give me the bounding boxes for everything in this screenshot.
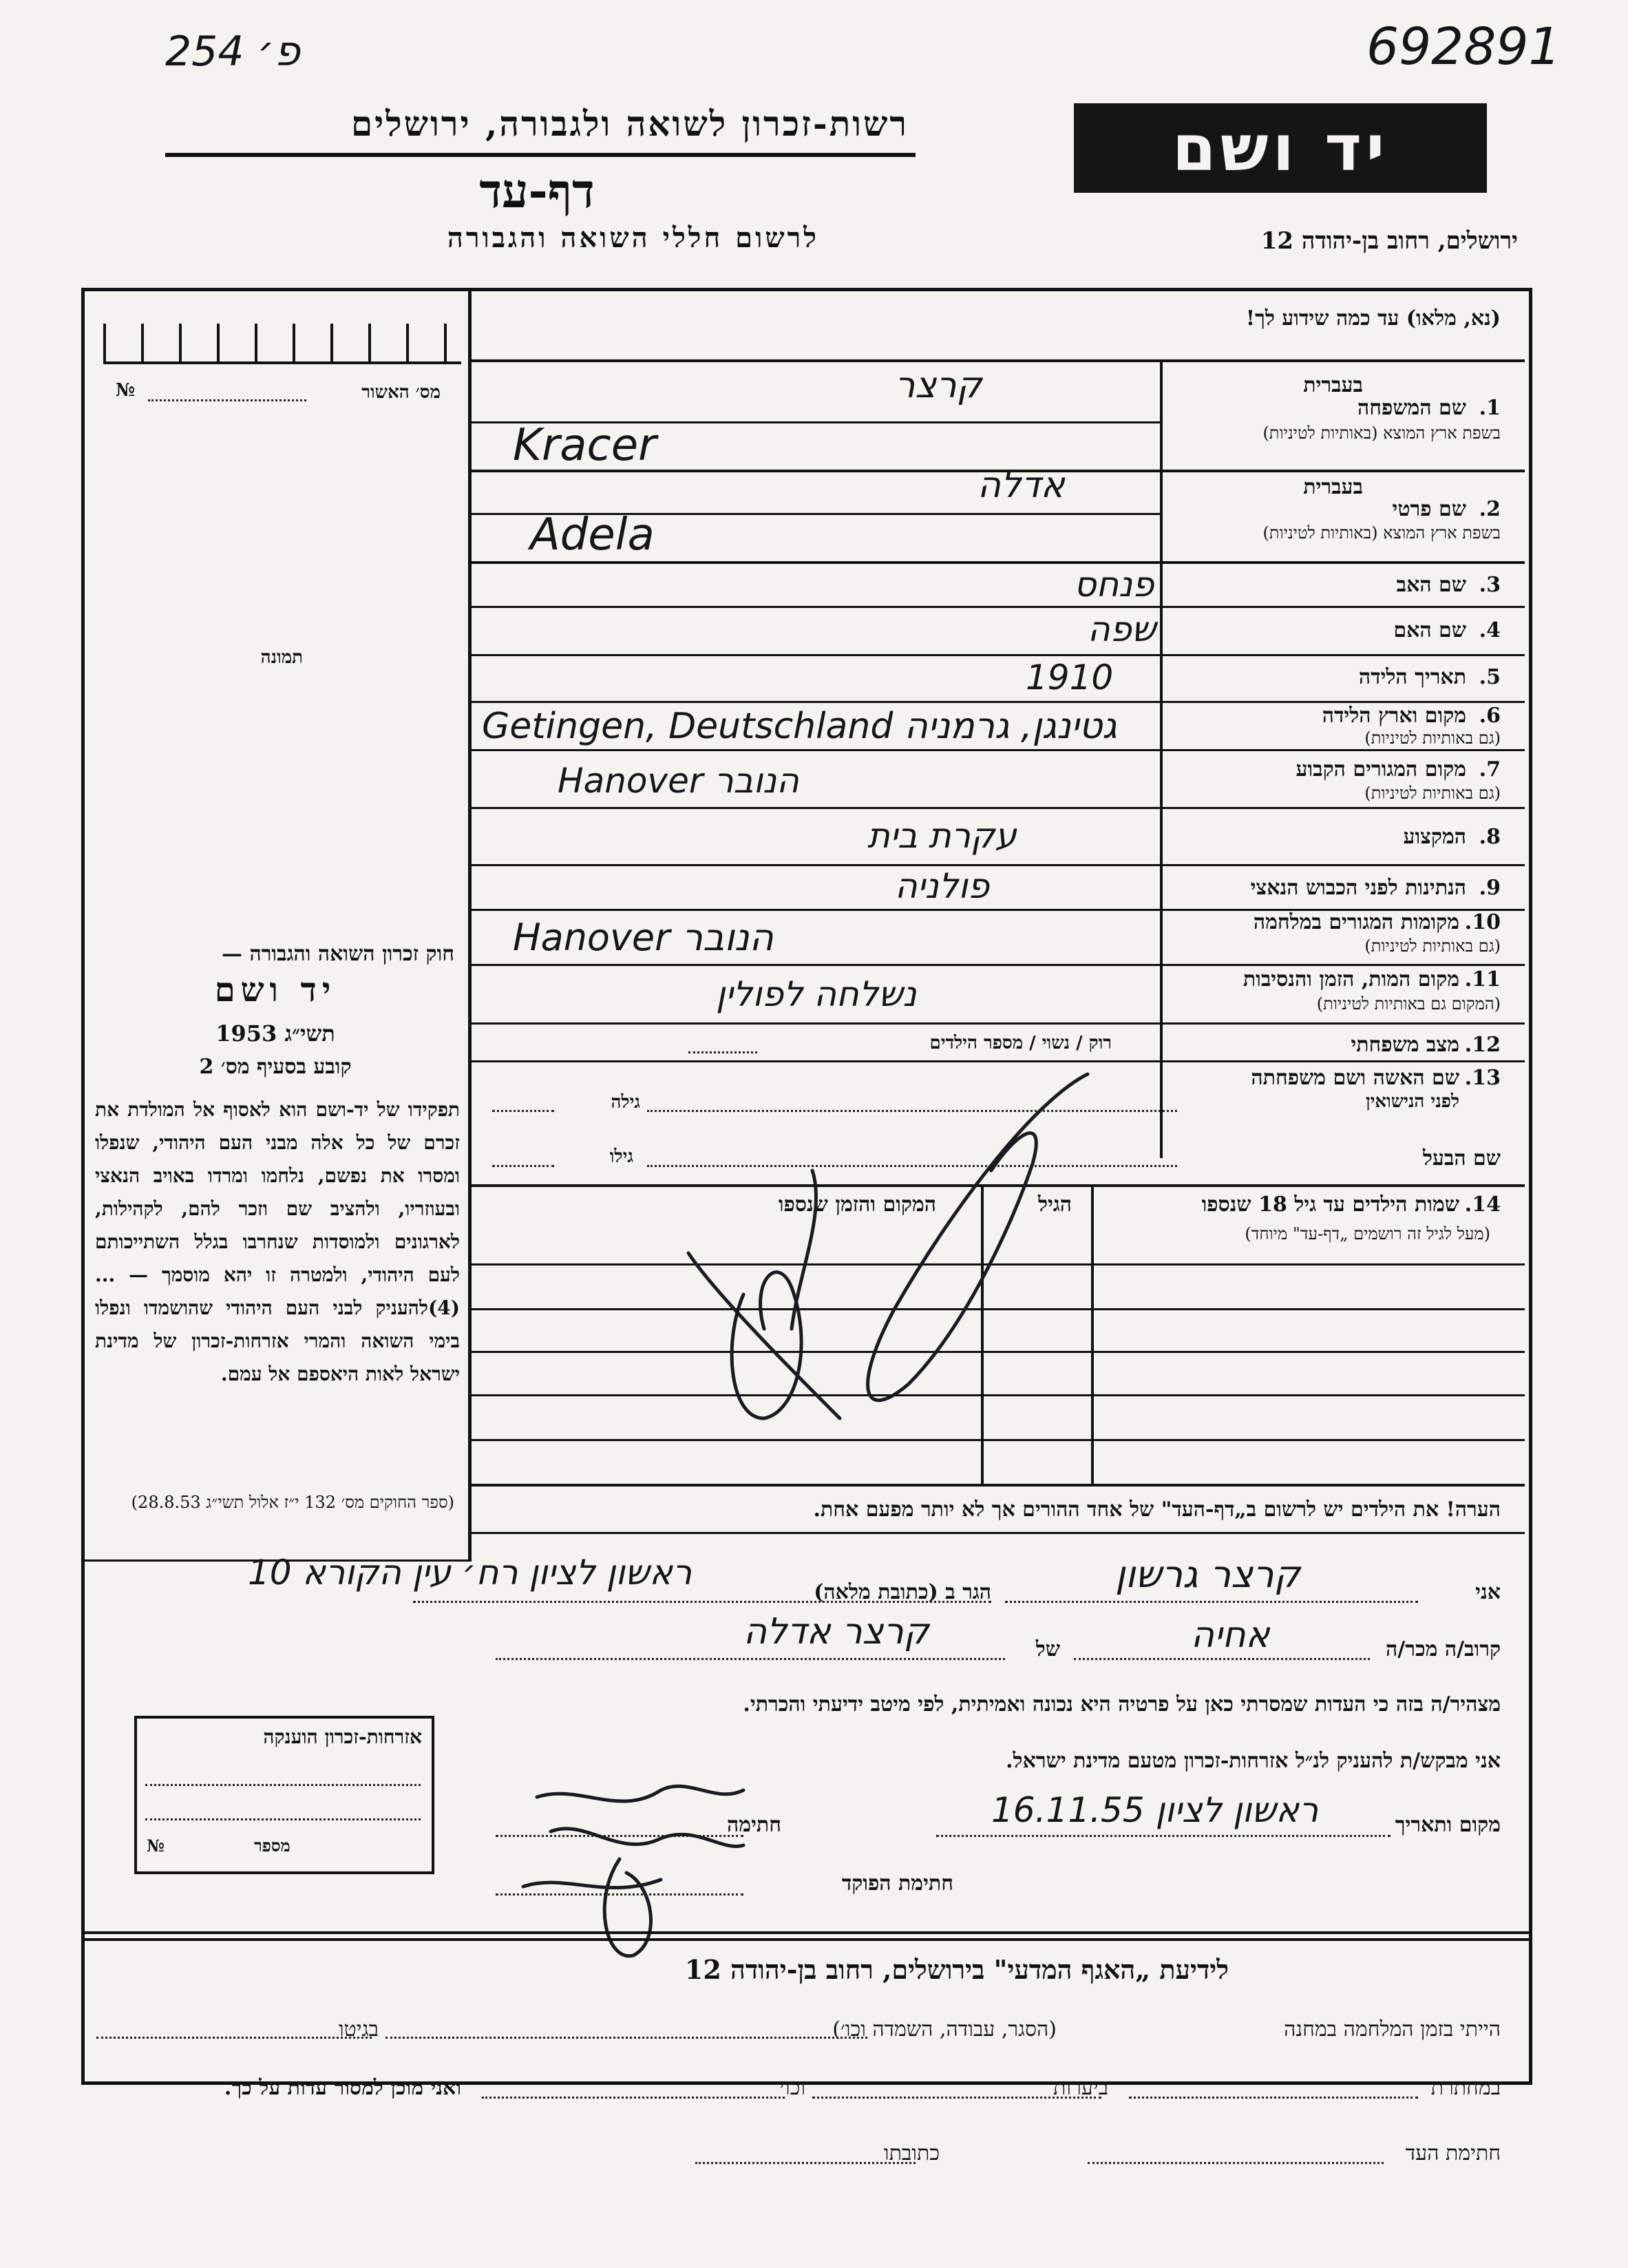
bottom-line3-address: כתובתו — [883, 2141, 940, 2165]
field-13-number: 13. — [1464, 1066, 1501, 1090]
form-subtitle: לרשום חללי השואה והגבורה — [447, 222, 819, 254]
box-line[interactable] — [145, 1818, 421, 1820]
bottom-double-rule-2 — [81, 1938, 1529, 1941]
field-1-hebrew-value[interactable]: קרצר — [895, 365, 982, 406]
bottom-line2-underground: במחתרת — [1430, 2076, 1501, 2100]
bottom-double-rule-1 — [81, 1931, 1529, 1934]
field-2-hebrew-tag: בעברית — [1303, 475, 1363, 499]
form-intro: (נא, מלאו) עד כמה שידוע לך! — [1245, 306, 1501, 330]
husband-age-line[interactable] — [492, 1165, 554, 1167]
decl-place-date-line[interactable] — [936, 1835, 1391, 1837]
row-rule — [472, 701, 1525, 703]
children-top-rule — [472, 1184, 1525, 1187]
field-3-value[interactable]: פנחס — [1074, 565, 1154, 605]
field-10-number: 10. — [1464, 910, 1501, 934]
children-bottom-rule — [472, 1484, 1525, 1487]
bottom-line2-forests: ביערות — [1053, 2076, 1108, 2100]
law-name: יד ושם — [214, 971, 337, 1009]
field-1-latin-value[interactable]: Kracer — [513, 420, 657, 471]
field-2-label: שם פרטי — [1392, 497, 1466, 521]
field-12-label: מצב משפחתי — [1351, 1033, 1459, 1057]
field-9-value[interactable]: פולניה — [895, 866, 990, 906]
field-4-label: שם האם — [1393, 618, 1466, 642]
header-address: ירושלים, רחוב בן-יהודה 12 — [1260, 227, 1518, 255]
field-14-number: 14. — [1464, 1193, 1501, 1217]
citizenship-box — [134, 1716, 434, 1874]
photo-label: תמונה — [260, 647, 303, 668]
field-7-label: מקום המגורים הקבוע — [1296, 757, 1466, 781]
field-12-line[interactable] — [688, 1051, 757, 1053]
cert-no-sign: № — [116, 380, 136, 401]
row-rule — [472, 864, 1525, 866]
field-8-number: 8. — [1479, 825, 1501, 849]
children-note: הערה! את הילדים יש לרשום ב„דף-העד" של אחד ההורים אך לא יותר מפעם אחת. — [813, 1498, 1501, 1522]
decl-residing-label: הגר ב (כתובת מלאה) — [814, 1580, 991, 1604]
decl-address-line[interactable] — [413, 1601, 991, 1603]
children-place-header: המקום והזמן שנספו — [778, 1193, 936, 1217]
children-age-header: הגיל — [1037, 1193, 1072, 1217]
law-source: (ספר החוקים מס׳ 132 י״ז אלול תשי״ג 28.8.53) — [131, 1493, 454, 1512]
field-11-number: 11. — [1464, 967, 1501, 991]
children-row-rule — [472, 1439, 1525, 1441]
bottom-line1-ghetto-fill[interactable] — [96, 2037, 372, 2039]
box-no-sign: № — [147, 1836, 165, 1856]
field-6-latin-note: (גם באותיות לטיניות) — [1364, 728, 1501, 748]
decl-signature-label: חתימה — [727, 1813, 781, 1837]
bottom-line1-ghetto: בגיטו — [338, 2017, 379, 2041]
field-13-sub: לפני הנישואין — [1365, 1091, 1459, 1112]
field-2-latin-note: בשפת ארץ המוצא (באותיות לטיניות) — [1262, 523, 1501, 543]
bottom-line1-camp-type: (הסגר, עבודה, השמדה וכו׳) — [832, 2017, 1057, 2041]
field-3-number: 3. — [1479, 573, 1501, 597]
bottom-line3-fill-a[interactable] — [1088, 2162, 1384, 2164]
bottom-line2-etc: וכו׳ — [780, 2076, 805, 2100]
field-1-number: 1. — [1479, 396, 1501, 420]
row-rule — [472, 606, 1525, 608]
field-3-label: שם האב — [1396, 573, 1466, 597]
husband-age-label: גילו — [609, 1146, 633, 1167]
corner-mark-right: 692891 — [1366, 17, 1561, 76]
children-row-rule — [472, 1394, 1525, 1396]
row-rule — [472, 654, 1525, 656]
husband-name-label: שם הבעל — [1422, 1146, 1501, 1170]
row-rule — [472, 1022, 1525, 1025]
bottom-line3-signature: חתימת העד — [1405, 2141, 1501, 2165]
field-1-hebrew-tag: בעברית — [1303, 373, 1363, 397]
official-signature-label: חתימת הפוקד — [841, 1871, 953, 1896]
cert-no-line[interactable] — [148, 399, 306, 401]
children-header-rule — [472, 1263, 1525, 1266]
field-5-number: 5. — [1479, 665, 1501, 689]
wife-name-line[interactable] — [647, 1110, 1177, 1112]
field-9-label: הנתינות לפני הכבוש הנאצי — [1250, 876, 1466, 900]
wife-age-line[interactable] — [492, 1110, 554, 1112]
decl-name-value[interactable]: קרצר גרשון — [1115, 1553, 1300, 1596]
field-7-value[interactable]: Hanover הנובר — [558, 761, 799, 801]
field-1-label: שם המשפחה — [1357, 396, 1466, 420]
field-12-number: 12. — [1464, 1033, 1501, 1057]
field-7-number: 7. — [1479, 757, 1501, 781]
note-rule — [472, 1532, 1525, 1534]
law-clause: קובע בסעיף מס׳ 2 — [199, 1055, 352, 1079]
header-rule — [165, 153, 916, 157]
decl-signature-line[interactable] — [496, 1835, 743, 1837]
field-7-latin-note: (גם באותיות לטיניות) — [1364, 784, 1501, 803]
authority-title: רשות-זכרון לשואה ולגבורה, ירושלים — [350, 103, 909, 144]
law-title: חוק זכרון השואה והגבורה — — [222, 942, 454, 966]
field-2-number: 2. — [1479, 497, 1501, 521]
row-rule — [472, 1060, 1525, 1062]
field-12-options: רוק / נשוי / מספר הילדים — [929, 1033, 1112, 1053]
wife-age-label: גילה — [611, 1092, 640, 1113]
bottom-line3-fill-b[interactable] — [695, 2162, 916, 2164]
decl-of-line[interactable] — [496, 1658, 1005, 1660]
field-11-place-note: (המקום גם באותיות לטיניות) — [1316, 994, 1501, 1014]
decl-ani: אני — [1475, 1580, 1501, 1604]
corner-mark-left: פ׳ 254 — [165, 28, 301, 76]
box-number-label: מספר — [254, 1836, 290, 1856]
field-11-label: מקום המות, הזמן והנסיבות — [1243, 967, 1459, 991]
field-8-value[interactable]: עקרת בית — [867, 816, 1017, 856]
field-14-label: שמות הילדים עד גיל 18 שנספו — [1201, 1193, 1459, 1217]
field-8-label: המקצוע — [1403, 825, 1466, 849]
decl-place-date-label: מקום ותאריך — [1395, 1813, 1501, 1837]
field-4-number: 4. — [1479, 618, 1501, 642]
field-6-label: מקום וארץ הלידה — [1322, 704, 1466, 728]
field-1-latin-note: בשפת ארץ המוצא (באותיות לטיניות) — [1262, 423, 1501, 443]
decl-address-value[interactable]: ראשון לציון רח׳ עין הקורא 10 — [248, 1553, 693, 1593]
law-year: תשי״ג 1953 — [215, 1020, 335, 1047]
tick-strip — [103, 324, 461, 364]
field-11-value[interactable]: נשלחה לפולין — [716, 974, 917, 1014]
bottom-line2-fill-b[interactable] — [812, 2097, 1101, 2099]
row-rule — [472, 807, 1525, 809]
field-10-value[interactable]: Hanover הנובר — [513, 916, 774, 959]
field-5-value[interactable]: 1910 — [1026, 658, 1114, 697]
row-rule — [472, 964, 1525, 966]
decl-relation-value[interactable]: אחיה — [1191, 1615, 1270, 1656]
bottom-line2-fill-a[interactable] — [1129, 2097, 1418, 2099]
citizenship-box-title: אזרחות-זכרון הוענקה — [263, 1725, 422, 1748]
decl-of-label: של — [1035, 1637, 1060, 1661]
decl-request: אני מבקש/ת להעניק לנ״ל אזרחות-זכרון מטעם מדינת ישראל. — [1006, 1749, 1501, 1773]
decl-relation-line[interactable] — [1074, 1658, 1370, 1660]
field-9-number: 9. — [1479, 876, 1501, 900]
row-rule — [472, 561, 1525, 564]
decl-of-value[interactable]: קרצר אדלה — [743, 1611, 929, 1652]
official-signature-line[interactable] — [496, 1893, 743, 1896]
field-4-value[interactable]: שפה — [1088, 609, 1156, 649]
field-2-latin-value[interactable]: Adela — [530, 510, 655, 560]
field-2-hebrew-value[interactable]: אדלה — [977, 465, 1065, 506]
box-line[interactable] — [145, 1784, 421, 1786]
left-column-divider — [468, 288, 472, 1562]
field-14-note: (מעל לגיל זה רושמים „דף-עד" מיוחד) — [1245, 1224, 1490, 1243]
law-text: תפקידו של יד-ושם הוא לאסוף אל המולדת את זכרם של כל אלה מבני העם היהודי, שנפלו ומסרו את נפשם, נלחמו ומרדו באויב הנאצי ובעוזריו, ולהציב שם וזכר להם, לקהילות, לארגונים ולמוסדות שנחרבו בגלל השתייכותם לעם היהודי, ולמטרה זו יהא מוסמך — ...(4)להעניק לבני העם היהודי שהושמדו ונפלו בימי השואה והמרי אזרחות-זכרון של מדינת ישראל לאות היאספם אל עמם. — [95, 1098, 460, 1385]
logo-text: יד ושם — [1172, 111, 1389, 185]
cert-no-label: מס׳ האשור — [361, 382, 441, 403]
label-column-divider — [1160, 359, 1163, 1158]
yad-vashem-logo — [1074, 103, 1487, 193]
bottom-line2-fill-c[interactable] — [482, 2097, 785, 2099]
field-5-label: תאריך הלידה — [1358, 665, 1466, 689]
bottom-line1-camp: הייתי בזמן המלחמה במחנה — [1284, 2017, 1501, 2041]
form-title: דף-עד — [479, 164, 595, 219]
field-10-latin-note: (גם באותיות לטיניות) — [1364, 936, 1501, 956]
field-10-label: מקומות המגורים במלחמה — [1253, 910, 1459, 934]
decl-name-line[interactable] — [1005, 1601, 1418, 1603]
decl-statement: מצהיר/ה בזה כי העדות שמסרתי כאן על פרטיה היא נכונה ואמיתית, לפי מיטב ידיעתי והכרתי. — [743, 1692, 1501, 1716]
children-row-rule — [472, 1308, 1525, 1310]
field-6-number: 6. — [1479, 704, 1501, 728]
husband-name-line[interactable] — [647, 1165, 1177, 1167]
decl-relation-label: קרוב/ה מכר/ה — [1386, 1637, 1501, 1661]
bottom-line1-fill[interactable] — [385, 2037, 867, 2039]
row-rule — [472, 749, 1525, 751]
field-6-value[interactable]: Getingen, Deutschland גטינגן, גרמניה — [482, 706, 1117, 747]
field-13-label: שם האשה ושם משפחתה — [1251, 1066, 1459, 1090]
bottom-title: לידיעת „האגף המדעי" בירושלים, רחוב בן-יהודה 12 — [684, 1954, 1229, 1985]
intro-rule — [472, 359, 1525, 362]
decl-place-date-value[interactable]: ראשון לציון 16.11.55 — [991, 1790, 1319, 1830]
children-row-rule — [472, 1351, 1525, 1353]
bottom-line2-testify: ואני מוכן למסור עדות על כך. — [224, 2076, 461, 2100]
